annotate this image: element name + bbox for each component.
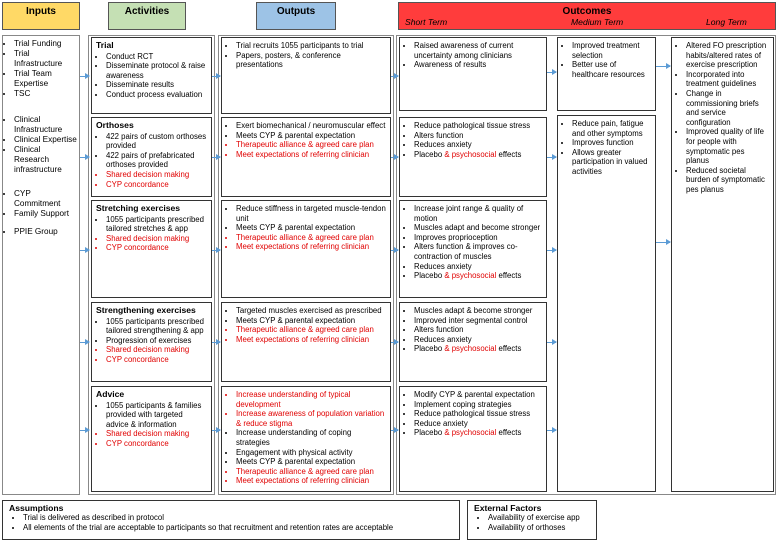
medium-term-item: • Improved treatment selection — [572, 41, 651, 60]
medium-term-interventions — [557, 115, 656, 492]
short-term-item: • Muscles adapt & become stronger — [414, 306, 542, 316]
short-term-item: • Reduce anxiety — [414, 419, 542, 429]
short-term-item: • Reduce pathological tissue stress — [414, 121, 542, 131]
arrow-inputs-activities-4 — [80, 342, 89, 343]
short-term-item: • Modify CYP & parental expectation — [414, 390, 542, 400]
activity-trial — [91, 37, 212, 114]
output-item: • Meet expectations of referring clinician — [236, 476, 386, 486]
short-term-strengthening — [399, 302, 547, 382]
arrow-medium-long-1 — [656, 66, 670, 67]
activity-item: • CYP concordance — [106, 439, 207, 449]
activity-item: • CYP concordance — [106, 180, 207, 190]
activity-item: • Conduct RCT — [106, 52, 207, 62]
long-term-item: • Improved quality of life for people with symptomatic pes planus — [686, 127, 769, 165]
activity-title: Strengthening exercises — [96, 305, 196, 315]
assumptions-title: Assumptions — [9, 503, 64, 513]
output-item: • Therapeutic alliance & agreed care plan — [236, 325, 386, 335]
short-term-item: • Reduces anxiety — [414, 335, 542, 345]
short-term-trial — [399, 37, 547, 111]
arrow-outputs-short-1 — [391, 76, 398, 77]
output-item: • Meets CYP & parental expectation — [236, 457, 386, 467]
assumption-item: • Trial is delivered as described in protocol — [23, 513, 453, 523]
short-term-item: • Alters function — [414, 325, 542, 335]
arrow-short-medium-3 — [547, 250, 556, 251]
output-item: • Meet expectations of referring clinician — [236, 150, 386, 160]
output-item: • Meets CYP & parental expectation — [236, 131, 386, 141]
long-term-item: • Change in commissioning briefs and service configuration — [686, 89, 769, 127]
external-factor-item: • Availability of orthoses — [488, 523, 590, 533]
short-term-item: • Placebo & psychosocial effects — [414, 428, 542, 438]
external-factor-item: • Availability of exercise app — [488, 513, 590, 523]
activity-stretching — [91, 200, 212, 298]
output-item: • Trial recruits 1055 participants to trial — [236, 41, 386, 51]
output-item: • Meet expectations of referring clinician — [236, 242, 386, 252]
activities-header: Activities — [108, 2, 186, 30]
short-term-item: • Placebo & psychosocial effects — [414, 344, 542, 354]
long-term-box — [671, 37, 774, 492]
activity-item: • Shared decision making — [106, 429, 207, 439]
activity-item: • Shared decision making — [106, 234, 207, 244]
arrow-outputs-short-3 — [391, 250, 398, 251]
arrow-outputs-short-4 — [391, 342, 398, 343]
short-term-orthoses — [399, 117, 547, 197]
output-orthoses — [221, 117, 391, 197]
output-item: • Meets CYP & parental expectation — [236, 223, 386, 233]
activity-item: • CYP concordance — [106, 243, 207, 253]
arrow-activities-outputs-5 — [212, 430, 220, 431]
output-trial — [221, 37, 391, 114]
output-item: • Papers, posters, & conference presentations — [236, 51, 386, 70]
output-item: • Therapeutic alliance & agreed care plan — [236, 467, 386, 477]
external-factors-title: External Factors — [474, 503, 542, 513]
short-term-item: • Raised awareness of current uncertainty among clinicians — [414, 41, 542, 60]
input-item: • TSC — [14, 89, 77, 99]
activity-item: • 1055 participants & families provided with targeted advice & information — [106, 401, 207, 430]
assumptions-box — [2, 500, 460, 540]
long-term-item: • Reduced societal burden of symptomatic pes planus — [686, 166, 769, 195]
long-term-label: Long Term — [706, 17, 747, 27]
arrow-activities-outputs-4 — [212, 342, 220, 343]
activity-item: • 1055 participants prescribed tailored strengthening & app — [106, 317, 207, 336]
short-term-advice — [399, 386, 547, 492]
short-term-item: • Awareness of results — [414, 60, 542, 70]
short-term-item: • Alters function — [414, 131, 542, 141]
input-item: • Trial Team Expertise — [14, 69, 77, 89]
medium-term-label: Medium Term — [571, 17, 624, 27]
medium-term-item: • Allows greater participation in valued activities — [572, 148, 651, 177]
activity-strengthening — [91, 302, 212, 382]
short-term-item: • Improves proprioception — [414, 233, 542, 243]
input-item: • CYP Commitment — [14, 189, 77, 209]
arrow-medium-long-2 — [656, 242, 670, 243]
short-term-label: Short Term — [405, 17, 448, 27]
activity-item: • Disseminate results — [106, 80, 207, 90]
activity-item: • 422 pairs of custom orthoses provided — [106, 132, 207, 151]
arrow-activities-outputs-3 — [212, 250, 220, 251]
assumption-item: • All elements of the trial are acceptable to participants so that recruitment and retention rates are acceptable — [23, 523, 453, 533]
activity-title: Advice — [96, 389, 125, 399]
inputs-list — [3, 37, 79, 493]
activity-item: • CYP concordance — [106, 355, 207, 365]
arrow-short-medium-1 — [547, 72, 556, 73]
short-term-item: • Reduces anxiety — [414, 140, 542, 150]
arrow-inputs-activities-5 — [80, 430, 89, 431]
output-item: • Targeted muscles exercised as prescribed — [236, 306, 386, 316]
short-term-item: • Increase joint range & quality of motion — [414, 204, 542, 223]
activity-item: • Shared decision making — [106, 345, 207, 355]
output-item: • Reduce stiffness in targeted muscle-tendon unit — [236, 204, 386, 223]
short-term-item: • Placebo & psychosocial effects — [414, 271, 542, 281]
activity-title: Trial — [96, 40, 114, 50]
activity-item: • Shared decision making — [106, 170, 207, 180]
input-item: • Clinical Research infrastructure — [14, 145, 77, 175]
medium-term-item: • Better use of healthcare resources — [572, 60, 651, 79]
outputs-header: Outputs — [256, 2, 336, 30]
arrow-short-medium-4 — [547, 342, 556, 343]
output-stretching — [221, 200, 391, 298]
output-advice — [221, 386, 391, 492]
short-term-item: • Muscles adapt and become stronger — [414, 223, 542, 233]
activity-title: Stretching exercises — [96, 203, 181, 213]
activity-item: • Progression of exercises — [106, 336, 207, 346]
output-item: • Increase awareness of population variation & reduce stigma — [236, 409, 386, 428]
arrow-outputs-short-2 — [391, 157, 398, 158]
short-term-item: • Implement coping strategies — [414, 400, 542, 410]
short-term-item: • Placebo & psychosocial effects — [414, 150, 542, 160]
activity-advice — [91, 386, 212, 492]
output-item: • Increase understanding of coping strategies — [236, 428, 386, 447]
arrow-outputs-short-5 — [391, 430, 398, 431]
outcomes-title: Outcomes — [562, 6, 612, 17]
short-term-item: • Reduce pathological tissue stress — [414, 409, 542, 419]
output-item: • Increase understanding of typical development — [236, 390, 386, 409]
input-item: • PPIE Group — [14, 227, 77, 237]
activity-item: • Disseminate protocol & raise awareness — [106, 61, 207, 80]
output-item: • Therapeutic alliance & agreed care plan — [236, 233, 386, 243]
short-term-item: • Alters function & improves co-contraction of muscles — [414, 242, 542, 261]
output-item: • Meet expectations of referring clinician — [236, 335, 386, 345]
medium-term-trial — [557, 37, 656, 111]
short-term-item: • Reduces anxiety — [414, 262, 542, 272]
output-item: • Engagement with physical activity — [236, 448, 386, 458]
long-term-item: • Incorporated into treatment guidelines — [686, 70, 769, 89]
activity-orthoses — [91, 117, 212, 197]
activity-item: • 1055 participants prescribed tailored stretches & app — [106, 215, 207, 234]
activity-title: Orthoses — [96, 120, 134, 130]
external-factors-box — [467, 500, 597, 540]
medium-term-item: • Improves function — [572, 138, 651, 148]
activity-item: • 422 pairs of prefabricated orthoses provided — [106, 151, 207, 170]
long-term-item: • Altered FO prescription habits/altered rates of exercise prescription — [686, 41, 769, 70]
input-item: • Trial Infrastructure — [14, 49, 77, 69]
arrow-short-medium-5 — [547, 430, 556, 431]
arrow-inputs-activities-1 — [80, 76, 89, 77]
output-item: • Meets CYP & parental expectation — [236, 316, 386, 326]
arrow-activities-outputs-2 — [212, 157, 220, 158]
activity-item: • Conduct process evaluation — [106, 90, 207, 100]
output-strengthening — [221, 302, 391, 382]
short-term-item: • Improved inter segmental control — [414, 316, 542, 326]
arrow-activities-outputs-1 — [212, 76, 220, 77]
arrow-inputs-activities-2 — [80, 157, 89, 158]
input-item: • Clinical Expertise — [14, 135, 77, 145]
input-item: • Family Support — [14, 209, 77, 219]
arrow-inputs-activities-3 — [80, 250, 89, 251]
short-term-stretching — [399, 200, 547, 298]
inputs-header: Inputs — [2, 2, 80, 30]
output-item: • Therapeutic alliance & agreed care plan — [236, 140, 386, 150]
output-item: • Exert biomechanical / neuromuscular effect — [236, 121, 386, 131]
arrow-short-medium-2 — [547, 157, 556, 158]
input-item: • Trial Funding — [14, 39, 77, 49]
medium-term-item: • Reduce pain, fatigue and other symptoms — [572, 119, 651, 138]
input-item: • Clinical Infrastructure — [14, 115, 77, 135]
